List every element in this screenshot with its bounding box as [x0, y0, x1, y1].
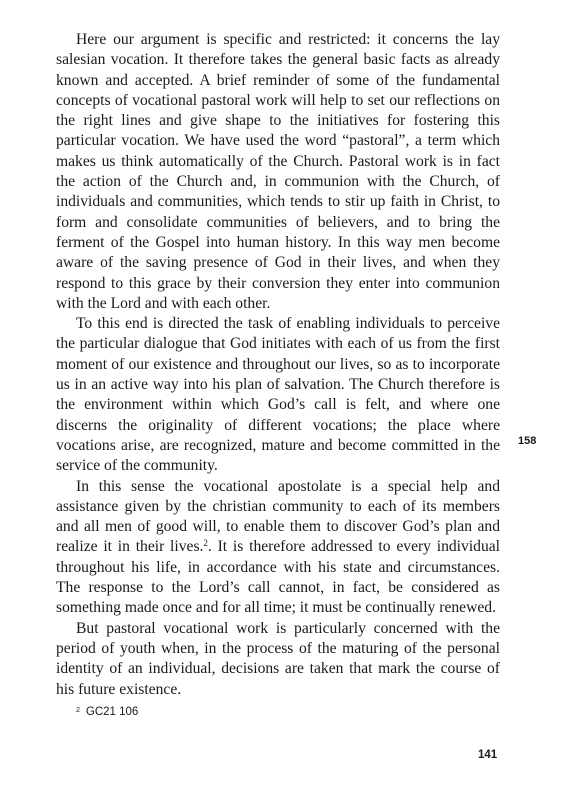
margin-number: 158 [518, 435, 537, 447]
paragraph-2: To this end is directed the task of enabling individuals to perceive the particular dialogue that God initiates with each of us from the first moment of our existence and throughout our lives, so as to incorporate us in an active way into his plan of salvation. The Church therefore is the environment within which God’s call is felt, and where one discerns the originality of different vocations; the place where vocations arise, are recognized, mature and become committed in the service of the community. [56, 315, 500, 475]
paragraph-4: But pastoral vocational work is particularly concerned with the period of youth when, in the process of the maturing of the personal identity of an individual, decisions are taken that mark the course of his future existence. [56, 619, 500, 698]
paragraph-3-text-a: In this sense the vocational apostolate is a special help and assistance given by the christian community to each of its members and all men of good will, to enable them to discover God’s plan and realize it in their lives. [56, 477, 500, 556]
footnote [76, 706, 138, 718]
page-number: 141 [478, 749, 498, 761]
footnote-reference: 2 [203, 538, 208, 549]
footnote-text: GC21 106 [85, 706, 139, 718]
paragraph-3 [56, 477, 500, 619]
body-text [56, 30, 500, 700]
footnote-mark: 2 [76, 707, 80, 714]
paragraph-1: Here our argument is specific and restricted: it concerns the lay salesian vocation. It therefore takes the general basic facts as already known and accepted. A brief reminder of some of the fundamental concepts of vocational pastoral work will help to set our reflections on the right lines and give shape to the initiatives for fostering this particular vocation. We have used the word “pastoral”, a term which makes us think automatically of the Church. Pastoral work is in fact the action of the Church and, in communion with the Church, of individuals and communities, which tends to stir up faith in Christ, to form and consolidate communities of believers, and to bring the ferment of the Gospel into human history. In this way men become aware of the saving presence of God in their lives, and when they respond to this grace by their conversion they enter into communion with the Lord and with each other. [56, 31, 500, 312]
paragraph-3-text-b: . It is therefore addressed to every individual throughout his life, in accordance with his state and circumstances. The response to the Lord’s call cannot, in fact, be considered as something made once and for all time; it must be continually renewed. [56, 538, 500, 617]
